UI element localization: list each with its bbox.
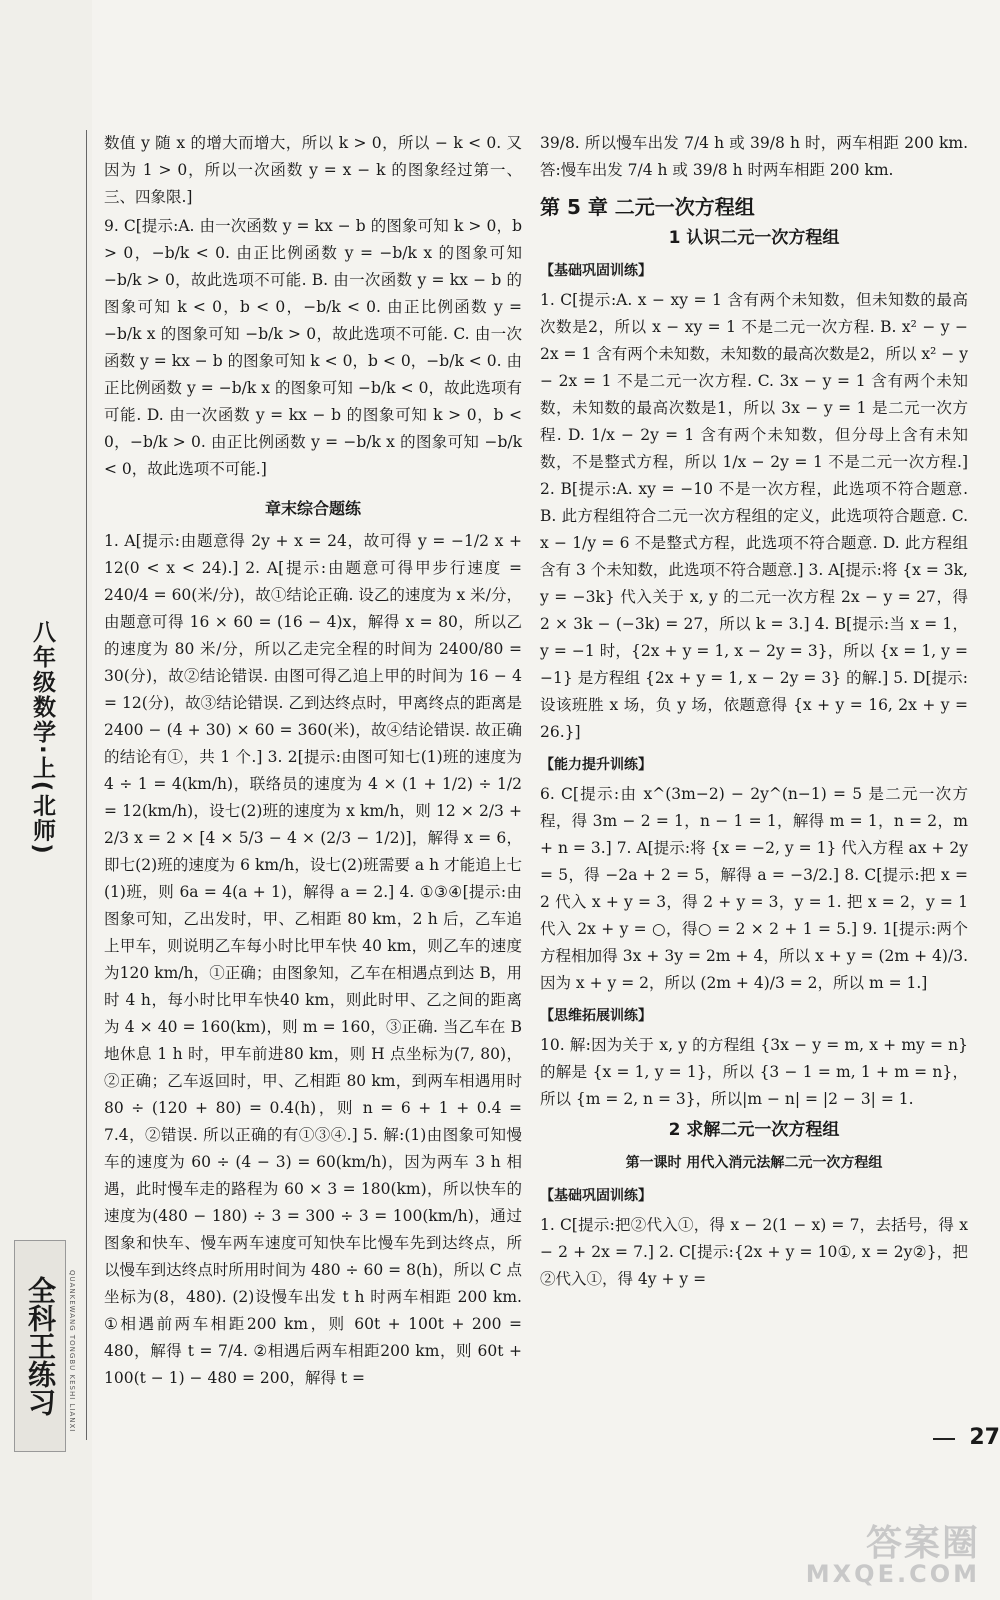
exercise-tag: 【基础巩固训练】 — [540, 1188, 652, 1204]
watermark-logo: 答案圈 — [865, 1523, 980, 1564]
exercise-tag: 【基础巩固训练】 — [540, 263, 652, 279]
paragraph: 39/8. 所以慢车出发 7/4 h 或 39/8 h 时，两车相距 200 km. 答:慢车出发 7/4 h 或 39/8 h 时两车相距 200 km. — [540, 134, 968, 179]
book-title: 八年级数学·上(北师) — [29, 620, 55, 856]
right-column — [540, 130, 968, 1295]
left-column — [104, 130, 522, 1394]
paragraph: 9. C[提示:A. 由一次函数 y = kx − b 的图象可知 k > 0，b > 0，−b/k < 0. 由正比例函数 y = −b/k x 的图象可知 −b/k > 0，故此选项不可能. B. 由一次函数 y = kx − b 的图象可知 k < 0，b < 0，−b/k < 0. 由正比例函数 y = −b/k x 的图象可知 −b/k > 0，故此选项不可能. C. 由一次函数 y = kx − b 的图象可知 k < 0，b < 0，−b/k < 0. 由正比例函数 y = −b/k x 的图象可知 −b/k < 0，故此选项有可能. D. 由一次函数 y = kx − b 的图象可知 k > 0，b < 0，−b/k > 0. 由正比例函数 y = −b/k x 的图象可知 −b/k < 0，故此选项不可能.] — [104, 217, 522, 478]
lesson-title: 2 求解二元一次方程组 — [668, 1120, 840, 1140]
chapter-title: 第 5 章 二元一次方程组 — [540, 195, 755, 219]
lesson-title: 1 认识二元一次方程组 — [668, 228, 840, 248]
paragraph: 6. C[提示:由 x^(3m−2) − 2y^(n−1) = 5 是二元一次方程，得 3m − 2 = 1，n − 1 = 1，解得 m = 1，n = 2，m + n = 3.] 7. A[提示:将 {x = −2, y = 1} 代入方程 ax + 2y = 5，得 −2a + 2 = 5，解得 a = −3/2.] 8. C[提示:把 x = 2 代入 x + y = 3，得 2 + y = 3，y = 1. 把 x = 2，y = 1 代入 2x + y = ○，得○ = 2 × 2 + 1 = 5.] 9. 1[提示:两个方程相加得 3x + 3y = 2m + 4，所以 x + y = (2m + 4)/3. 因为 x + y = 2，所以 (2m + 4)/3 = 2，所以 m = 1.] — [540, 785, 968, 992]
binding-line — [86, 130, 87, 1440]
paragraph: 1. A[提示:由题意得 2y + x = 24，故可得 y = −1/2 x + 12(0 < x < 24).] 2. A[提示:由题意可得甲步行速度 = 240/4 = 60(米/分)，故①结论正确. 设乙的速度为 x 米/分，由题意可得 16 × 60 = (16 − 4)x，解得 x = 80，所以乙的速度为 80 米/分，所以乙走完全程的时间为 2400/80 = 30(分)，故②结论错误. 由图可得乙追上甲的时间为 16 − 4 = 12(分)，故③结论错误. 乙到达终点时，甲离终点的距离是 2400 − (4 + 30) × 60 = 360(米)，故④结论错误. 故正确的结论有①，共 1 个.] 3. 2[提示:由图可知七(1)班的速度为 4 ÷ 1 = 4(km/h)，联络员的速度为 4 × (1 + 1/2) ÷ 1/2 = 12(km/h)，设七(2)班的速度为 x km/h，则 12 × 2/3 + 2/3 x = 2 × [4 × 5/3 − 4 × (2/3 − 1/2)]，解得 x = 6，即七(2)班的速度为 6 km/h，设七(2)班需要 a h 才能追上七(1)班，则 6a = 4(a + 1)，解得 a = 2.] 4. ①③④[提示:由图象可知，乙出发时，甲、乙相距 80 km，2 h 后，乙车追上甲车，则说明乙车每小时比甲车快 40 km，则乙车的速度为120 km/h，①正确；由图象知，乙车在相遇点到达 B，用时 4 h，每小时比甲车快40 km，则此时甲、乙之间的距离为 4 × 40 = 160(km)，则 m = 160，③正确. 当乙车在 B 地休息 1 h 时，甲车前进80 km，则 H 点坐标为(7, 80)，②正确；乙车返回时，甲、乙相距 80 km，到两车相遇用时 80 ÷ (120 + 80) = 0.4(h)，则 n = 6 + 1 + 0.4 = 7.4，②错误. 所以正确的有①③④.] 5. 解:(1)由图象可知慢车的速度为 60 ÷ (4 − 3) = 60(km/h)，因为两车 3 h 相遇，此时慢车走的路程为 60 × 3 = 180(km)，所以快车的速度为(480 − 180) ÷ 3 = 300 ÷ 3 = 100(km/h)，通过图象和快车、慢车两车速度可知快车比慢车先到达终点，所以慢车到达终点时所用时间为 480 ÷ 60 = 8(h)，所以 C 点坐标为(8，480). (2)设慢车出发 t h 时两车相距 200 km. ①相遇前两车相距200 km，则 60t + 100t + 200 = 480，解得 t = 7/4. ②相遇后两车相距200 km，则 60t + 100(t − 1) − 480 = 200，解得 t = — [104, 532, 522, 1387]
watermark-url: MXQE.COM — [805, 1560, 980, 1588]
section-heading: 章末综合题练 — [264, 499, 361, 518]
paragraph: 1. C[提示:A. x − xy = 1 含有两个未知数，但未知数的最高次数是2，所以 x − xy = 1 不是二元一次方程. B. x² − y − 2x = 1 含有两个未知数，未知数的最高次数是2，所以 x² − y − 2x = 1 不是二元一次方程. C. 3x − y = 1 含有两个未知数，未知数的最高次数是1，所以 3x − y = 1 是二元一次方程. D. 1/x − 2y = 1 含有两个未知数，但分母上含有未知数，不是整式方程，所以 1/x − 2y = 1 不是二元一次方程.] 2. B[提示:A. xy = −10 不是一次方程，此选项不符合题意. B. 此方程组符合二元一次方程组的定义，此选项符合题意. C. x − 1/y = 6 不是整式方程，此选项不符合题意. D. 此方程组含有 3 个未知数，此选项不符合题意.] 3. A[提示:将 {x = 3k, y = −3k} 代入关于 x, y 的二元一次方程 2x − y = 27，得 2 × 3k − (−3k) = 27，所以 k = 3.] 4. B[提示:当 x = 1，y = −1 时，{2x + y = 1, x − 2y = 3}，所以 {x = 1, y = −1} 是方程组 {2x + y = 1, x − 2y = 3} 的解.] 5. D[提示:设该班胜 x 场，负 y 场，依题意得 {x + y = 16, 2x + y = 26.}] — [540, 291, 968, 741]
exercise-tag: 【能力提升训练】 — [540, 757, 652, 773]
brand-pinyin: QUANKEWANG TONGBU KESHI LIANXI — [68, 1270, 76, 1433]
paragraph: 数值 y 随 x 的增大而增大，所以 k > 0，所以 − k < 0. 又因为 1 > 0，所以一次函数 y = x − k 的图象经过第一、三、四象限.] — [104, 134, 522, 206]
lesson-subtitle: 第一课时 用代入消元法解二元一次方程组 — [625, 1155, 883, 1171]
page-number: 27 — [969, 1425, 1000, 1450]
paragraph: 10. 解:因为关于 x, y 的方程组 {3x − y = m, x + my = n} 的解是 {x = 1, y = 1}，所以 {3 − 1 = m, 1 + m = n}，所以 {m = 2, n = 3}，所以|m − n| = |2 − 3| = 1. — [540, 1036, 968, 1108]
paragraph: 1. C[提示:把②代入①，得 x − 2(1 − x) = 7，去括号，得 x − 2 + 2x = 7.] 2. C[提示:{2x + y = 10①, x = 2y②}，把②代入①，得 4y + y = — [540, 1216, 968, 1288]
brand-logo: 全科王练习 — [14, 1240, 66, 1452]
exercise-tag: 【思维拓展训练】 — [540, 1008, 652, 1024]
